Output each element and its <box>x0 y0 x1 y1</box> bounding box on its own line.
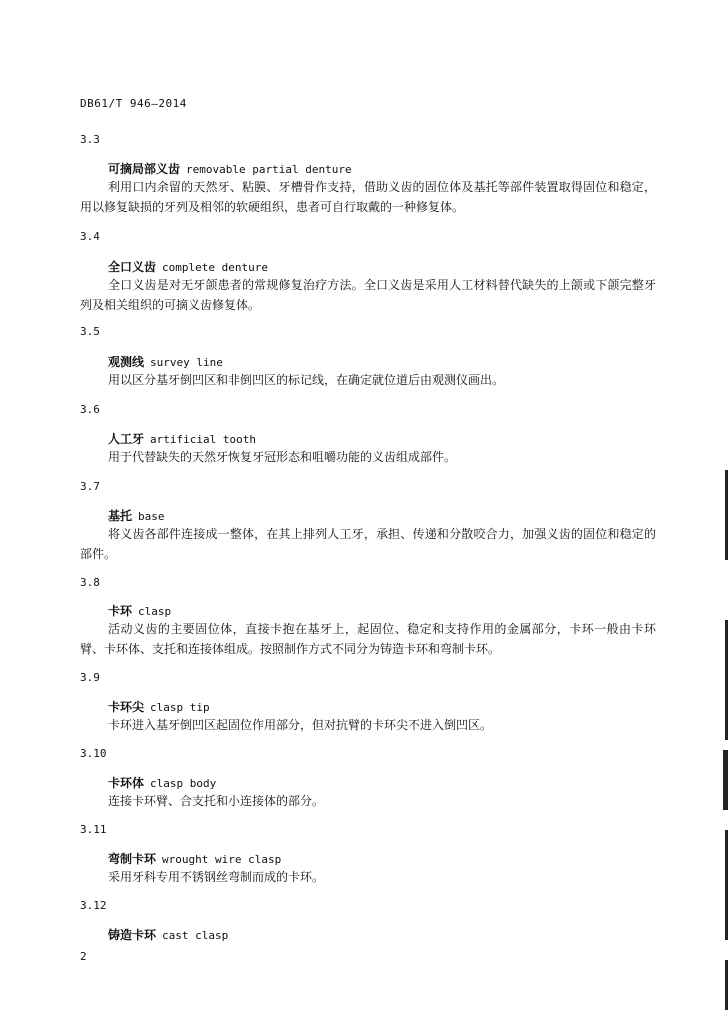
term-en: wrought wire clasp <box>162 853 282 866</box>
term-en: complete denture <box>162 261 268 274</box>
term-definition: 利用口内余留的天然牙、粘膜、牙槽骨作支持，借助义齿的固位体及基托等部件装置取得固位和稳定，用以修复缺损的牙列及相邻的软硬组织，患者可自行取戴的一种修复体。 <box>80 180 656 214</box>
term-en: clasp <box>138 605 172 618</box>
clause-number: 3.4 <box>80 230 100 243</box>
clause-number: 3.6 <box>80 403 100 416</box>
term-definition: 活动义齿的主要固位体，直接卡抱在基牙上，起固位、稳定和支持作用的金属部分，卡环一般由卡环臂、卡环体、支托和连接体组成。按照制作方式不同分为铸造卡环和弯制卡环。 <box>80 622 656 656</box>
clause-number: 3.9 <box>80 671 100 684</box>
term-definition: 全口义齿是对无牙颌患者的常规修复治疗方法。全口义齿是采用人工材料替代缺失的上颌或下颌完整牙列及相关组织的可摘义齿修复体。 <box>80 278 656 312</box>
term-heading <box>108 698 210 715</box>
term-en: clasp tip <box>150 701 210 714</box>
clause-number: 3.8 <box>80 576 100 589</box>
term-heading <box>108 507 165 524</box>
clause-number: 3.5 <box>80 325 100 338</box>
term-zh: 铸造卡环 <box>108 928 157 942</box>
term-zh: 可摘局部义齿 <box>108 162 181 176</box>
term-en: removable partial denture <box>186 163 352 176</box>
term-definition: 用以区分基牙倒凹区和非倒凹区的标记线，在确定就位道后由观测仪画出。 <box>108 373 505 387</box>
term-zh: 弯制卡环 <box>108 852 157 866</box>
clause-number: 3.11 <box>80 823 107 836</box>
term-en: artificial tooth <box>150 433 256 446</box>
term-zh: 基托 <box>108 509 133 523</box>
term-heading <box>108 430 256 447</box>
page-number: 2 <box>80 950 87 963</box>
term-heading <box>108 258 268 275</box>
clause-number: 3.7 <box>80 480 100 493</box>
clause-number: 3.3 <box>80 133 100 146</box>
term-zh: 卡环体 <box>108 776 145 790</box>
term-zh: 观测线 <box>108 355 145 369</box>
term-en: survey line <box>150 356 223 369</box>
clause-number: 3.12 <box>80 899 107 912</box>
term-zh: 人工牙 <box>108 432 145 446</box>
term-heading <box>108 160 352 177</box>
term-heading <box>108 774 216 791</box>
term-zh: 卡环尖 <box>108 700 145 714</box>
term-definition: 卡环进入基牙倒凹区起固位作用部分，但对抗臂的卡环尖不进入倒凹区。 <box>108 718 493 732</box>
term-heading <box>108 926 228 943</box>
term-definition: 用于代替缺失的天然牙恢复牙冠形态和咀嚼功能的义齿组成部件。 <box>108 450 457 464</box>
term-definition: 将义齿各部件连接成一整体，在其上排列人工牙，承担、传递和分散咬合力，加强义齿的固位和稳定的部件。 <box>80 527 656 561</box>
clause-number: 3.10 <box>80 747 107 760</box>
term-en: base <box>138 510 165 523</box>
term-heading <box>108 602 171 619</box>
term-definition: 采用牙科专用不锈钢丝弯制而成的卡环。 <box>108 870 325 884</box>
term-definition: 连接卡环臂、合支托和小连接体的部分。 <box>108 794 325 808</box>
term-heading <box>108 353 223 370</box>
term-en: clasp body <box>150 777 217 790</box>
term-en: cast clasp <box>162 929 229 942</box>
scan-edge-artifact <box>718 470 728 1010</box>
term-zh: 全口义齿 <box>108 260 157 274</box>
term-zh: 卡环 <box>108 604 133 618</box>
term-heading <box>108 850 281 867</box>
standard-code: DB61/T 946—2014 <box>80 97 187 110</box>
